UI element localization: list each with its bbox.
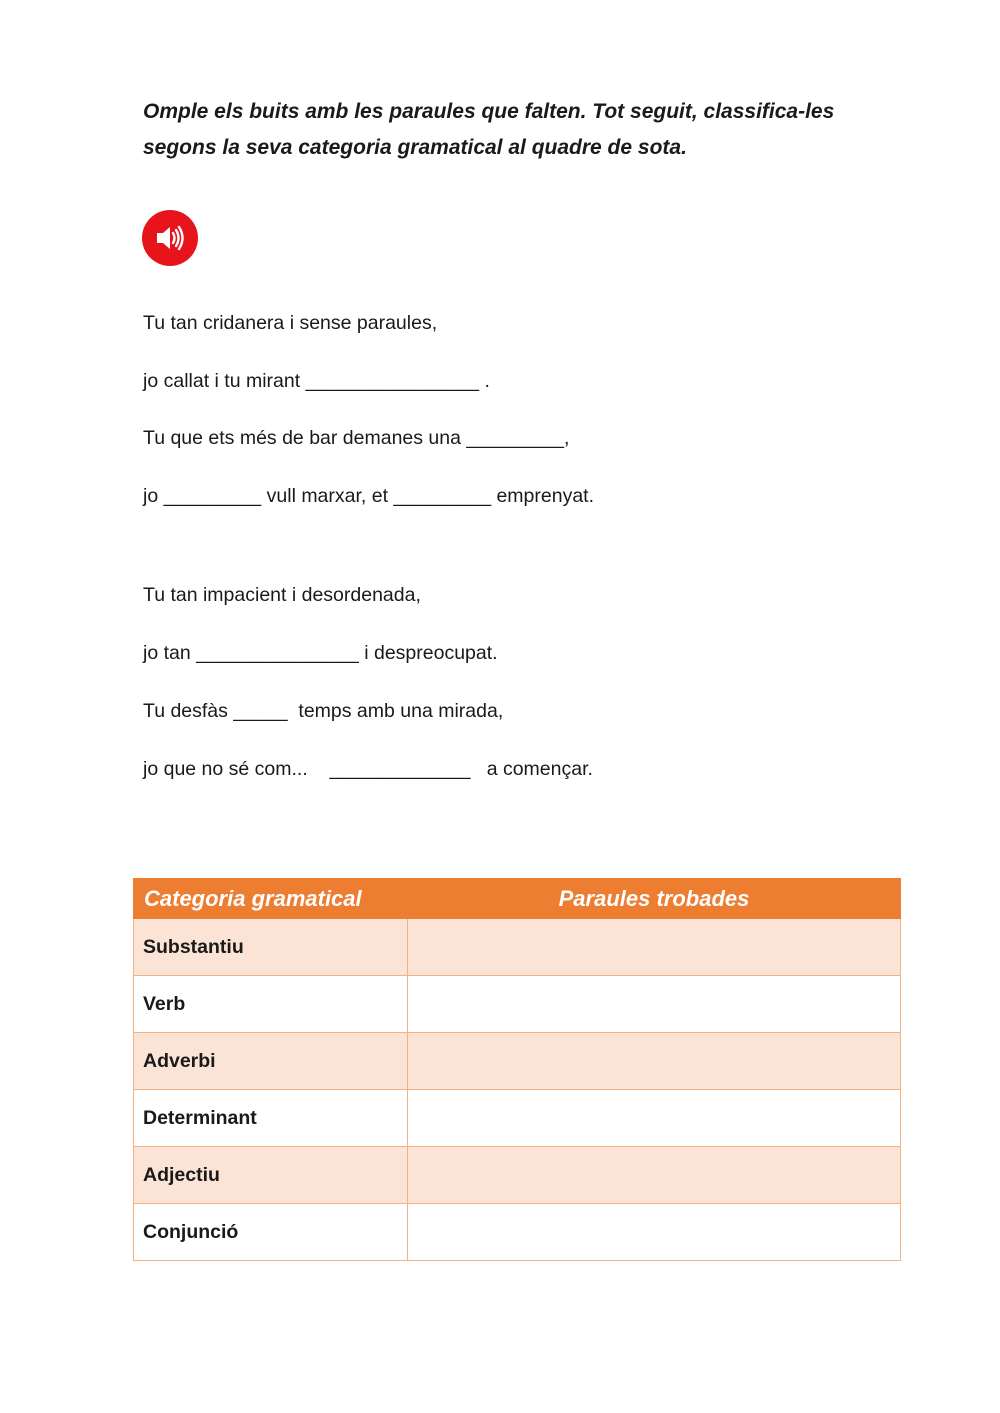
blank-field[interactable]: _______________ <box>196 642 359 664</box>
poem-text: a començar. <box>470 758 593 780</box>
poem-line <box>143 642 498 665</box>
poem-text: vull marxar, et <box>261 485 394 507</box>
poem-line <box>143 427 569 450</box>
answer-cell[interactable] <box>408 976 901 1033</box>
poem-text: . <box>479 370 490 392</box>
table-row <box>134 976 901 1033</box>
category-cell: Verb <box>134 976 408 1033</box>
poem-text: Tu desfàs <box>143 700 234 722</box>
table-row <box>134 1090 901 1147</box>
table-row <box>134 1033 901 1090</box>
poem-text: jo <box>143 485 164 507</box>
poem-text: jo callat i tu mirant <box>143 370 306 392</box>
poem-text: Tu que ets més de bar demanes una <box>143 427 467 449</box>
blank-field[interactable]: _____________ <box>329 758 471 780</box>
header-category: Categoria gramatical <box>134 879 408 919</box>
audio-play-button[interactable] <box>142 210 198 266</box>
grammar-table <box>133 878 901 1261</box>
poem-text: Tu tan cridanera i sense paraules, <box>143 312 438 334</box>
category-cell: Adverbi <box>134 1033 408 1090</box>
category-cell: Adjectiu <box>134 1147 408 1204</box>
table-row <box>134 1147 901 1204</box>
answer-cell[interactable] <box>408 1033 901 1090</box>
instructions-text: Omple els buits amb les paraules que falten. Tot seguit, classifica-les segons la seva categoria gramatical al quadre de sota. <box>143 100 835 159</box>
table-row <box>134 1204 901 1261</box>
blank-field[interactable]: _________ <box>393 485 492 507</box>
category-cell: Determinant <box>134 1090 408 1147</box>
speaker-icon <box>153 221 187 255</box>
blank-field[interactable]: _____ <box>233 700 288 722</box>
poem-line <box>143 758 593 781</box>
poem-line <box>143 584 421 607</box>
answer-cell[interactable] <box>408 1090 901 1147</box>
poem-text: temps amb una mirada, <box>287 700 504 722</box>
blank-field[interactable]: ________________ <box>305 370 480 392</box>
poem-line <box>143 485 594 508</box>
answer-cell[interactable] <box>408 1204 901 1261</box>
answer-cell[interactable] <box>408 919 901 976</box>
poem-text: jo que no sé com... <box>143 758 330 780</box>
poem-line <box>143 370 490 393</box>
header-words: Paraules trobades <box>408 879 901 919</box>
poem-text: jo tan <box>143 642 197 664</box>
poem-text: Tu tan impacient i desordenada, <box>143 584 421 606</box>
poem-line <box>143 700 503 723</box>
table-row <box>134 919 901 976</box>
poem-text: , <box>564 427 570 449</box>
blank-field[interactable]: _________ <box>466 427 564 449</box>
category-cell: Substantiu <box>134 919 408 976</box>
poem-text: emprenyat. <box>491 485 595 507</box>
category-cell: Conjunció <box>134 1204 408 1261</box>
blank-field[interactable]: _________ <box>163 485 262 507</box>
answer-cell[interactable] <box>408 1147 901 1204</box>
poem-text: i despreocupat. <box>358 642 498 664</box>
table-header-row <box>134 879 901 919</box>
poem-line <box>143 312 437 335</box>
